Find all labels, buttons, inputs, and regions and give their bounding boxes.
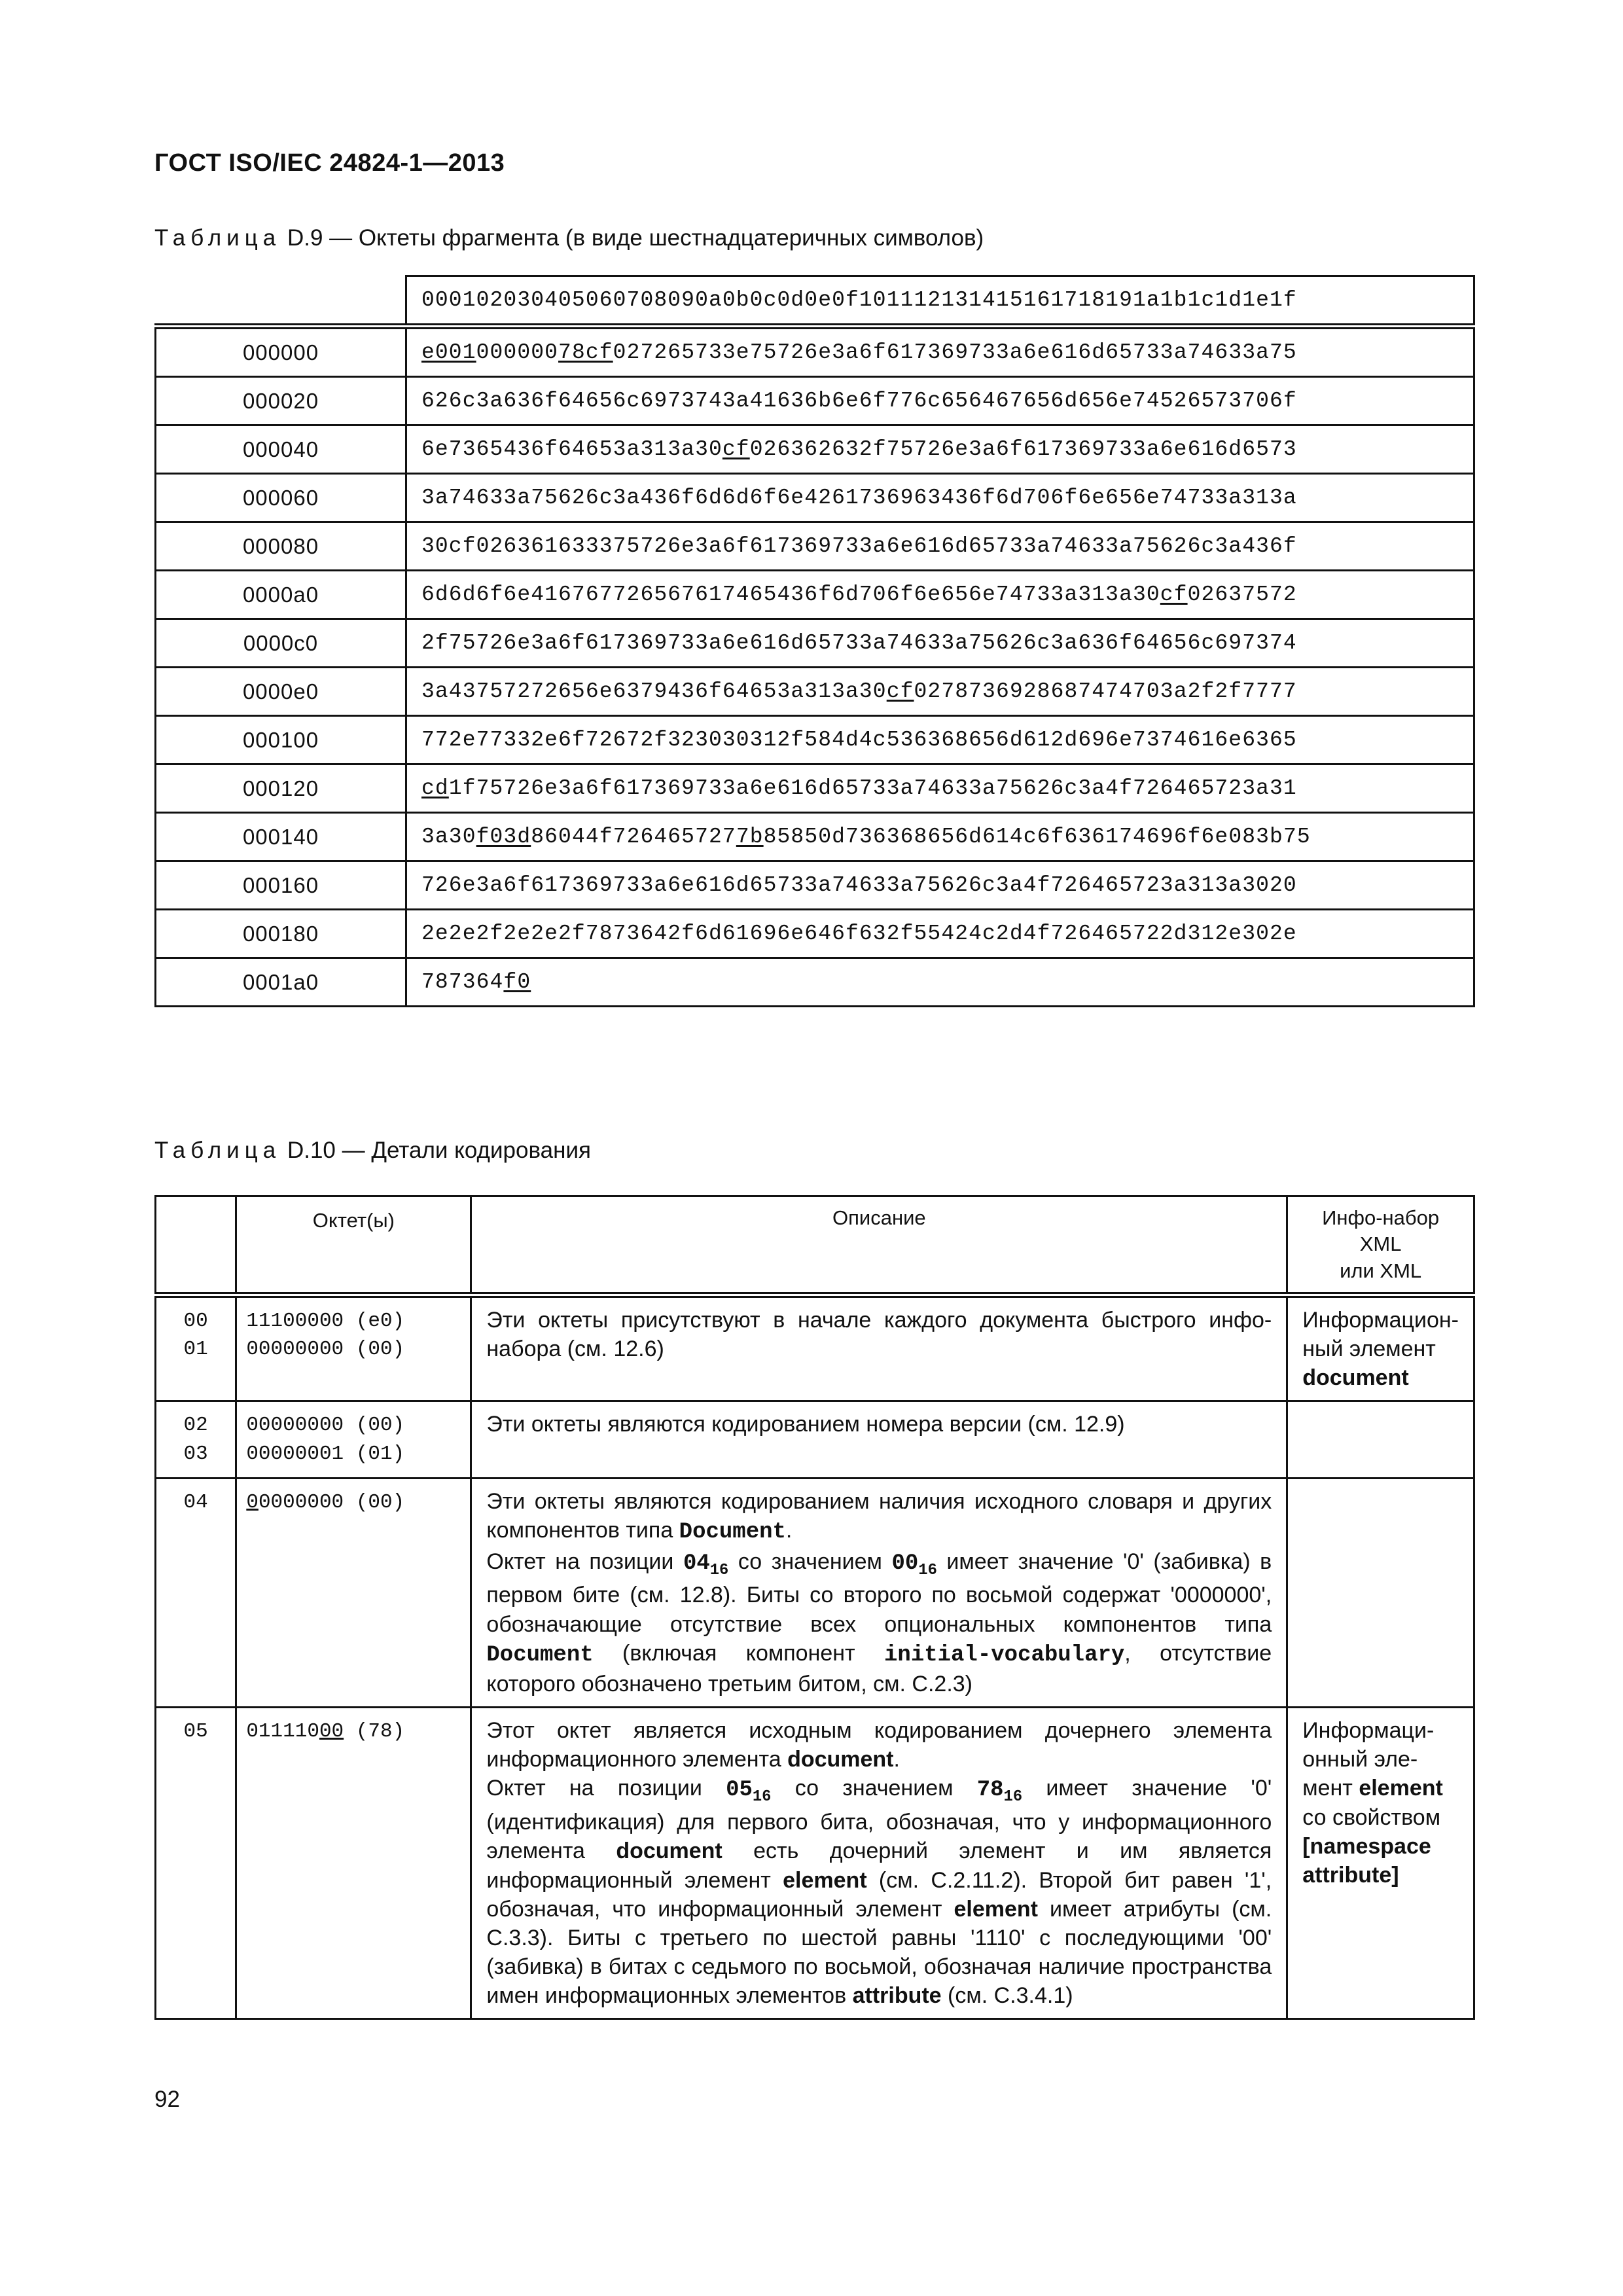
hex-octets bbox=[406, 861, 1474, 910]
hex-octets bbox=[406, 619, 1474, 668]
description-paragraph bbox=[486, 1487, 1272, 1547]
description-header: Описание bbox=[471, 1196, 1287, 1295]
infoset-line: Информаци- bbox=[1302, 1718, 1435, 1744]
row-address: 0000c0 bbox=[156, 619, 406, 668]
hex-octets bbox=[406, 571, 1474, 619]
infoset-line: Информацион- bbox=[1302, 1307, 1459, 1333]
hex-segment: 02637572 bbox=[1187, 583, 1297, 607]
table-d10-caption bbox=[154, 1138, 591, 1164]
text-run: (см. C.3.4.1) bbox=[941, 1983, 1073, 2009]
hex-segment: 86044f726465727 bbox=[531, 825, 736, 849]
underlined-hex-segment: 7b bbox=[736, 825, 764, 849]
hex-octets bbox=[406, 958, 1474, 1007]
page-number: 92 bbox=[154, 2087, 180, 2112]
code-term: Document bbox=[486, 1642, 594, 1668]
table-d9-caption bbox=[154, 225, 984, 251]
table-row bbox=[156, 474, 1474, 522]
infoset-cell bbox=[1287, 1401, 1474, 1479]
code-term: 04 bbox=[683, 1551, 710, 1576]
infoset-cell bbox=[1287, 1295, 1474, 1401]
hex-octets bbox=[406, 327, 1474, 377]
hex-segment: 026362632f75726e3a6f617369733a6e616d6573 bbox=[749, 437, 1297, 461]
table-caption-label: Таблица bbox=[154, 1138, 281, 1163]
code-term: 05 bbox=[726, 1778, 753, 1803]
code-term: 78 bbox=[976, 1778, 1004, 1803]
underlined-hex-segment: cf bbox=[722, 437, 750, 461]
bold-term: element bbox=[783, 1867, 867, 1893]
octet-value: 00000000 (00) bbox=[246, 1338, 405, 1361]
bold-term: document bbox=[787, 1747, 894, 1772]
hex-octets bbox=[406, 668, 1474, 716]
octet-value: 0000000 (00) bbox=[258, 1491, 405, 1515]
table-row bbox=[156, 327, 1474, 377]
description-paragraph bbox=[486, 1716, 1272, 1774]
subscript: 16 bbox=[1003, 1788, 1023, 1806]
hex-octets bbox=[406, 474, 1474, 522]
underlined-hex-segment: 78cf bbox=[558, 340, 613, 365]
hex-segment: 3a43757272656e6379436f64653a313a30 bbox=[421, 679, 887, 704]
table-row bbox=[156, 910, 1474, 958]
underlined-hex-segment: cf bbox=[1160, 583, 1188, 607]
hex-segment: 772e77332e6f72672f323030312f584d4c536368656d612d696e7374616e6365 bbox=[421, 728, 1297, 752]
infoset-header bbox=[1287, 1196, 1474, 1295]
subscript: 16 bbox=[918, 1561, 937, 1579]
octet-value: 00000000 (00) bbox=[246, 1414, 405, 1437]
octets-header: Октет(ы) bbox=[236, 1196, 471, 1295]
octets-cell bbox=[236, 1295, 471, 1401]
table-caption-text: D.10 — Детали кодирования bbox=[287, 1138, 591, 1163]
code-term: Document bbox=[679, 1520, 786, 1545]
hex-octets bbox=[406, 910, 1474, 958]
hex-segment: 2e2e2f2e2e2f7873642f6d61696e646f632f55424c2d4f726465722d312e302e bbox=[421, 922, 1297, 946]
infoset-line: ный элемент bbox=[1302, 1336, 1436, 1362]
text-run: (включая компонент bbox=[593, 1640, 885, 1666]
row-address: 000020 bbox=[156, 377, 406, 425]
description-paragraph bbox=[486, 1547, 1272, 1698]
row-address: 0000e0 bbox=[156, 668, 406, 716]
subscript: 16 bbox=[752, 1788, 772, 1806]
infoset-cell bbox=[1287, 1479, 1474, 1708]
code-term: 00 bbox=[891, 1551, 919, 1576]
text-run: Эти октеты являются кодированием наличия исходного словаря и других компонентов типа bbox=[486, 1489, 1272, 1543]
hex-segment: 30cf026361633375726e3a6f617369733a6e616d65733a74633a75626c3a436f bbox=[421, 534, 1297, 558]
hex-octets bbox=[406, 425, 1474, 474]
row-address: 000120 bbox=[156, 764, 406, 813]
hex-octets bbox=[406, 813, 1474, 861]
underlined-hex-segment: f0 bbox=[503, 970, 531, 994]
position-value: 04 bbox=[183, 1491, 208, 1515]
infoset-line: attribute] bbox=[1302, 1863, 1399, 1888]
row-address: 000000 bbox=[156, 327, 406, 377]
infoset-line: document bbox=[1302, 1365, 1409, 1391]
table-row bbox=[156, 619, 1474, 668]
underlined-bits: 00 bbox=[319, 1720, 344, 1744]
document-header: ГОСТ ISO/IEC 24824-1—2013 bbox=[154, 149, 505, 177]
row-address: 000140 bbox=[156, 813, 406, 861]
text-run: со значением bbox=[771, 1776, 977, 1801]
row-address: 0000a0 bbox=[156, 571, 406, 619]
hex-segment: 787364 bbox=[421, 970, 504, 994]
text-run: Октет на позиции bbox=[486, 1776, 726, 1801]
description-cell: Эти октеты являются кодированием номера версии (см. 12.9) bbox=[471, 1401, 1287, 1479]
position-cell bbox=[156, 1295, 236, 1401]
subscript: 16 bbox=[709, 1561, 729, 1579]
hex-segment: 3a74633a75626c3a436f6d6d6f6e4261736963436f6d706f6e656e74733a313a bbox=[421, 486, 1297, 510]
hex-segment: 027265733e75726e3a6f617369733a6e616d65733a74633a75 bbox=[613, 340, 1297, 365]
hex-segment: 3a30 bbox=[421, 825, 476, 849]
table-row bbox=[156, 1479, 1474, 1708]
table-header-row bbox=[156, 276, 1474, 327]
octet-value: 00000001 (01) bbox=[246, 1442, 405, 1465]
position-cell bbox=[156, 1479, 236, 1708]
hex-segment: 6e7365436f64653a313a30 bbox=[421, 437, 722, 461]
table-row bbox=[156, 813, 1474, 861]
underlined-bit: 0 bbox=[246, 1491, 259, 1515]
infoset-line bbox=[1302, 1774, 1459, 1803]
text-run: Октет на позиции bbox=[486, 1549, 683, 1574]
table-row bbox=[156, 1401, 1474, 1479]
underlined-hex-segment: cf bbox=[886, 679, 914, 704]
underlined-hex-segment: cd bbox=[421, 776, 449, 800]
bold-term: attribute bbox=[852, 1983, 942, 2009]
text-run: . bbox=[785, 1518, 793, 1543]
table-caption-text: D.9 — Октеты фрагмента (в виде шестнадцатеричных символов) bbox=[287, 225, 984, 251]
row-address: 000100 bbox=[156, 716, 406, 764]
octets-cell bbox=[236, 1708, 471, 2019]
description-cell: Эти октеты присутствуют в начале каждого документа быстрого инфо-набора (см. 12.6) bbox=[471, 1295, 1287, 1401]
hex-segment: 626c3a636f64656c6973743a41636b6e6f776c656467656d656e74526573706f bbox=[421, 389, 1297, 413]
text-run: есть дочерний элемент и им является информационный элемент bbox=[486, 1839, 1272, 1893]
description-paragraph bbox=[486, 1774, 1272, 2010]
empty-corner-cell bbox=[156, 276, 406, 327]
text-run: имеет значение '0' (идентификация) для первого бита, обозначая, что у информационного элемента bbox=[486, 1776, 1272, 1864]
position-cell bbox=[156, 1708, 236, 2019]
row-address: 000180 bbox=[156, 910, 406, 958]
table-header-row bbox=[156, 1196, 1474, 1295]
octet-value: 11100000 (e0) bbox=[246, 1309, 405, 1333]
position-header bbox=[156, 1196, 236, 1295]
hex-segment: 726e3a6f617369733a6e616d65733a74633a75626c3a4f726465723a313a3020 bbox=[421, 873, 1297, 897]
row-address: 000060 bbox=[156, 474, 406, 522]
position-value: 00 bbox=[183, 1309, 208, 1333]
table-row bbox=[156, 425, 1474, 474]
description-cell bbox=[471, 1479, 1287, 1708]
table-caption-label: Таблица bbox=[154, 225, 281, 251]
infoset-line: со свойством bbox=[1302, 1804, 1441, 1830]
position-value: 01 bbox=[183, 1338, 208, 1361]
text-run: Этот октет является исходным кодированием дочернего элемента информационного элемента bbox=[486, 1718, 1272, 1772]
hex-segment: 85850d736368656d614c6f636174696f6e083b75 bbox=[763, 825, 1311, 849]
text-run: . bbox=[893, 1747, 900, 1772]
position-value: 02 bbox=[183, 1414, 208, 1437]
table-row bbox=[156, 1295, 1474, 1401]
table-row bbox=[156, 861, 1474, 910]
underlined-hex-segment: f03d bbox=[476, 825, 531, 849]
row-address: 0001a0 bbox=[156, 958, 406, 1007]
table-row bbox=[156, 377, 1474, 425]
header-line: или XML bbox=[1340, 1259, 1422, 1282]
hex-octets bbox=[406, 522, 1474, 571]
hex-octets bbox=[406, 764, 1474, 813]
table-row bbox=[156, 958, 1474, 1007]
hex-octets bbox=[406, 377, 1474, 425]
position-value: 03 bbox=[183, 1442, 208, 1465]
hex-segment: 1f75726e3a6f617369733a6e616d65733a74633a75626c3a4f726465723a31 bbox=[448, 776, 1297, 800]
header-line: Инфо-набор XML bbox=[1322, 1206, 1440, 1256]
code-term: initial-vocabulary bbox=[884, 1642, 1125, 1668]
table-row bbox=[156, 1708, 1474, 2019]
position-value: 05 bbox=[183, 1720, 208, 1744]
hex-segment: 0278736928687474703a2f2f7777 bbox=[914, 679, 1297, 704]
text-run: имеет атрибуты (см. C.3.3). Биты с третьего по шестой равны '1110' с последующими '00' (забивка) в битах с седьмого по восьмой, обозначая наличие пространства имен информационных элементов bbox=[486, 1896, 1272, 2009]
table-row bbox=[156, 522, 1474, 571]
infoset-line: [namespace bbox=[1302, 1833, 1431, 1859]
table-row bbox=[156, 764, 1474, 813]
row-address: 000040 bbox=[156, 425, 406, 474]
infoset-line: онный эле- bbox=[1302, 1747, 1418, 1772]
hex-octets bbox=[406, 716, 1474, 764]
column-offsets-header: 000102030405060708090a0b0c0d0e0f101112131415161718191a1b1c1d1e1f bbox=[406, 276, 1474, 327]
hex-segment: 2f75726e3a6f617369733a6e616d65733a74633a75626c3a636f64656c697374 bbox=[421, 631, 1297, 655]
table-row bbox=[156, 571, 1474, 619]
table-row bbox=[156, 668, 1474, 716]
text-run: имеет значение '0' (забивка) в первом бите (см. 12.8). Биты со второго по восьмой содержат '0000000', обозначающие отсутствие всех опциональных компонентов типа bbox=[486, 1549, 1272, 1637]
bold-term: document bbox=[616, 1839, 722, 1864]
bold-term: element bbox=[1359, 1776, 1443, 1801]
text-run: со значением bbox=[728, 1549, 892, 1574]
position-cell bbox=[156, 1401, 236, 1479]
table-row bbox=[156, 716, 1474, 764]
hex-segment: 6d6d6f6e416767726567617465436f6d706f6e656e74733a313a30 bbox=[421, 583, 1160, 607]
text-run: мент bbox=[1302, 1776, 1359, 1801]
hex-segment: 000000 bbox=[476, 340, 559, 365]
bold-term: element bbox=[954, 1896, 1038, 1922]
infoset-cell bbox=[1287, 1708, 1474, 2019]
underlined-hex-segment: e001 bbox=[421, 340, 476, 365]
octets-cell bbox=[236, 1401, 471, 1479]
octet-value: (78) bbox=[344, 1720, 405, 1744]
octet-value: 011110 bbox=[246, 1720, 319, 1744]
row-address: 000160 bbox=[156, 861, 406, 910]
encoding-details-table bbox=[154, 1195, 1475, 2020]
row-address: 000080 bbox=[156, 522, 406, 571]
octets-cell bbox=[236, 1479, 471, 1708]
hex-fragment-table bbox=[154, 275, 1475, 1007]
description-cell bbox=[471, 1708, 1287, 2019]
text-run: (см. C.2.11.2). Второй бит равен '1', обозначая, что информационный элемент bbox=[486, 1867, 1272, 1922]
text-run: , отсутствие которого обозначено третьим битом, см. C.2.3) bbox=[486, 1640, 1272, 1696]
